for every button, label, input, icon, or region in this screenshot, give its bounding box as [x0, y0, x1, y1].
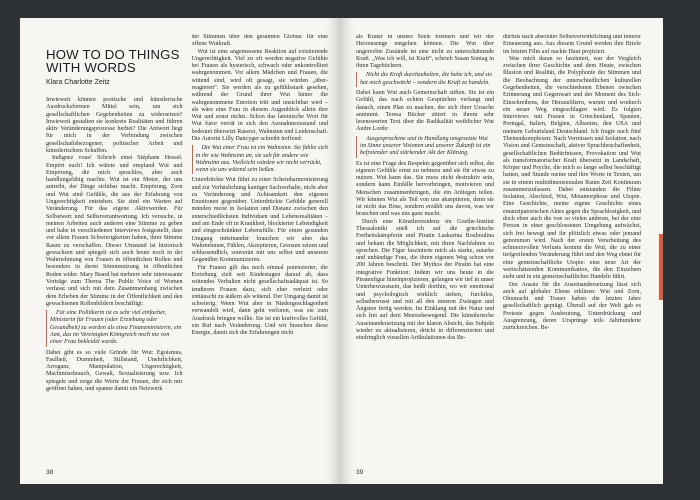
- paragraph: als Krater in unsere Seele brennen und wir der Herzensenge entgehen können. Die Wut über ungerechte Zustände ist eine nicht zu unterschätzende Kraft. „Was ich will, ist Kraft“, schrieb Susan Sontag in ihren Tagebüchern.: [356, 34, 494, 70]
- paragraph: Was mich daran so fasziniert, war der Vergleich zwischen ihrer Geschichte und dem Heute, zwischen Illusion und Realität, die Polyphonie der Stimmen und die Beobachtung der unterschiedlichen kulturellen Gegebenheiten, die verschiedenen Ebenen zwischen Erinnerung und Gegenwart und der Moment des Sich-Einschreibens, der Herausfiltern, warum und wodurch ein neuer Weg eingeschlagen wird. Es folgten Interviews mit Frauen in Griechenland, Spanien, Portugal, Italien, Belgien, Albanien, den USA und meinem Geburtsland Deutschland. Ich fragte nach fünf Themenkomplexen: Nach Vermissen und Isolation, nach Vision und Gemeinschaft, aktiver Sprachbeschaffenheit, gesellschaftlichen Bedürfnissen, Provokation und Wut als transformatorischer Kraft übersetzt in Landschaft, Körper und Psyche, die mich so lange selbst beschäftigt hatten, und Stunde meine und ihre Worte in Texten, um sie in einem multidimensionalen Raum Zeit Kontinuum zusammenzufassen. Dabei entstanden die Filme Isolation, Abschied, Wut, Metamorphose und Utopie. Eine Geschichte, meine eigene Geschichte eines emanzipatorischen Aktes gegen die Sprachlosigkeit, und doch eben auch die von so vielen anderen, bei der eine Person in einer geschlossenen Umgebung aufwächst, sich frei bewegt und ihr plötzlich etwas oder jemand genommen wird. Nach der ersten Verarbeitung des schmerzvollen Verlusts kommt die Wut, die zu einer tiefgreifenden Veränderung führt und den Weg ebnet für eine gemeinschaftliche Utopie: eine neue Art der wertschätzenden Kommunikation, die den Einzelnen sieht und in ein gemeinschaftliches Handeln führt.: [503, 55, 641, 281]
- pull-quote: Die Wut einer Frau ist ein Wahnsinn. Sie fühlte sich in ihr wie Wahnsinn an, sie sah für andere wie Wahnsinn aus. Vielleicht würden wir nicht verrückt, wenn sie uns wütend sein ließen.: [192, 145, 329, 174]
- book-spread: [20, 18, 663, 484]
- paragraph: dürfnis nach absoluter Selbstverwirklichung und innerer Erneuerung aus. Aus diesem Grund werden ihre Briefe im letzten Film auf nackte Haut projiziert.: [503, 34, 641, 55]
- left-column-2: [192, 34, 329, 464]
- paragraph: Indignez vous! Schrieb einst Stéphane Hessel. Empört euch! Ich wütete und empfand Wut und Empörung, die mich sprachlos, aber auch handlungsfähig machte. Wut ist ein Motor, der uns antreibt, der Dinge sichtbar macht. Empörung, Zorn und Wut sind Gefühle, die aus der Erfahrung von Ungerechtigkeit entstehen. Sie sind ein Warten auf Veränderung. Für das eigene Aktivwerden. Für Selbstwert und Selbstverantwortung. Ich versuche, in meinen Arbeiten auch anderen eine Stimme zu geben und habe in verschiedenen Interviews festgestellt, dass vor allem Frauen Schwierigkeiten haben, ihrer Stimme Raum zu verschaffen. Dieser Umstand ist historisch gewachsen und spiegelt sich auch heute noch in der Wahrnehmung von Frauen in öffentlichen Rollen und besonders in deren Stimmnutzung in öffentlichen Reden wider. Mary Beard hat mehrere sehr interessante Vorträge zum Thema The Public Voice of Women verfasst und sich mit dem Zusammenhang zwischen dem Erheben der Stimme in der Öffentlichkeit und den gewachsenen Rollenbildern beschäftigt:: [46, 155, 183, 307]
- paragraph: Es ist eine Frage des Respekts gegenüber sich selbst, die eigenen Gefühle ernst zu nehmen und sie für etwas zu nutzen. Wut kann das. Sie muss nicht destruktiv sein, sondern kann Einfälle hervorbringen, motivieren und Menschen zusammenbringen, die ein Anliegen teilen. Wir können Wut als Teil von uns akzeptieren, denn sie ist nicht das Böse, sondern erzählt uns davon, was wir brauchen und was uns ganz macht.: [356, 160, 494, 218]
- right-page-columns: [356, 34, 641, 464]
- page-number-right: 39: [356, 469, 364, 476]
- paragraph: der Stimmen über den gesamten Globus: für eine offene Wutkraft.: [191, 34, 328, 48]
- pull-quote: Für eine Politikerin ist es sehr viel einfacher, Ministerin für Frauen (oder Erziehung oder Gesundheit) zu werden als etwa Finanzministerin, ein Amt, das im Vereinigten Königreich noch nie von einer Frau bekleidet wurde.: [46, 310, 183, 346]
- article-title: HOW TO DO THINGS WITH WORDS: [46, 47, 180, 75]
- left-page: [20, 18, 340, 484]
- paragraph: Dabei kann Wut auch Gemeinschaft stiften. Sie ist ein Gefühl, das nach echten Gesprächen verlangt und danach, einen Plan zu machen, der sich ihrer Ursache annimmt. Teresa Bücker zitiert in ihrem sehr lesenswerten Text über die Radikalität weiblicher Wut Audre Lorde:: [356, 89, 494, 133]
- right-page: [340, 18, 663, 484]
- article-author: Klara Charlotte Zeitz: [46, 79, 110, 86]
- paragraph: Wut ist eine angemessene Reaktion auf existierende Ungerechtigkeit. Viel zu oft werden negative Gefühle bei Frauen als hysterisch, schwach oder unkontrolliert wahrgenommen. Vor allem Mädchen und Frauen, die wütend sind, wird oft gesagt, sie würden „über-reagieren“. Sie werden als zu gefühlsstark gesehen, während der Grund ihrer Wut hinter die wahrgenommene Emotion tritt und unsichtbar wird – als wäre eine Frau in diesem Augenblick allein ihre Wut und sonst nichts. Schon das lateinische Wort für Wut furor verrät in sich den Ausnahmezustand und bedeutet übersetzt Raserei, Wahnsinn und Leidenschaft. Die Autorin Lilly Dancyger schreibt treffend:: [191, 48, 328, 142]
- pull-quote: Ausgesprochene und in Handlung umgesetzte Wut im Sinne unserer Visionen und unserer Zukunft ist ein befreiender und stärkender Akt der Klärung.: [356, 136, 494, 158]
- right-column-2: [503, 34, 641, 464]
- right-column-1: [356, 34, 494, 464]
- left-column-1: [46, 34, 183, 464]
- paragraph: Durch eine Künstlerresidenz im Goethe-Institut Thessaloniki stieß ich auf die griechische Freiheitskämpferin und Piratin Laskarina Bouboulina und bekam die Möglichkeit, mit ihren Nachfahren zu sprechen. Die Figur faszinierte mich als starke, autarke und unbändige Frau, die ihren eigenen Weg schon vor 200 Jahren beschritt. Der Mythos der Piratin hat eine integrative Funktion: Indem wir uns heute in die Piratenfigur hineinprojizieren, gelangen wir tief in unser Unterbewusstsein, das heißt dorthin, wo wir emotional und psychologisch wirklich stehen, furchtlos, selbstbewusst und mit all den inneren Zwängen und Ängsten fertig werden. Im Einklang mit der Natur und sich frei auf dem Meeresbewegend. Die künstlerische Auseinandersetzung mit der klaren Absicht, das Subjekt wieder zu aktualisieren, drückt in differenzierten und eindringlich visuellen Artikulationen das Be-: [356, 218, 494, 342]
- pull-quote: Nicht die Kraft durchzuhalten, die habe ich, und sie hat mich geschwächt – sondern die Kraft zu handeln.: [356, 72, 494, 87]
- paragraph: Unterdrückte Wut führt zu einer Scheinharmonisierung und zur Verhäslichung kantiger Sachverhalte, nicht aber zu Veränderung und Achtsamkeit den eigenen Emotionen gegenüber. Unterdrückte Gefühle generell münden meist in Isolation und Distanz zwischen den unterschiedlichsten Individuen und Lebensrealitäten – und am Ende oft in Krankheit, blockierter Lebendigkeit und eingeschränkter Lebensfülle. Für einen gesunden Umgang miteinander brauchen wir aber das Wahrnehmen, Fühlen, Akzeptieren, Grenzen setzen und schlussendlich, souverän mit uns selbst und unserem Gegenüber Kommunizieren.: [191, 177, 328, 264]
- left-page-columns: [46, 34, 328, 464]
- paragraph: Der Ansatz für die Auseinandersetzung lässt sich auch auf globaler Ebene erklären: Wut und Zorn, Ohnmacht und Trauer haben die letzten Jahre gesellschaftlich geprägt. Überall auf der Welt gab es Proteste gegen Ausbeutung, Unterdrückung und Ausgrenzung, deren Ursprünge teils Jahrhunderte zurückreichen. Be-: [503, 281, 641, 332]
- paragraph: Inwieweit können poetische und künstlerische Ausdrucksformen Mittel sein, um sich gesellschaftlichen Gegebenheiten zu widersetzen? Inwieweit gestalten sie konkrete Realitäten und führen aktiv Veränderungsprozesse herbei? Die Antwort liegt für mich in der Verbindung zwischen gesellschaftsbezogener, politischer Arbeit und künstlerischem Schaffen.: [46, 97, 183, 154]
- paragraph: Dabei gibt es so viele Gründe für Wut: Egoismus, Faulheit, Dummheit, Stillstand, Unehrlichkeit, Arroganz, Manipulation, Ungerechtigkeit, Machtmissbrauch, Gewalt, Sexualisierung usw. Ich spiegele und zeige die Worte der Frauen, die sich mir geöffnet haben, und spanne damit ein Netzwerk: [46, 349, 183, 392]
- orange-tab-marker: [659, 234, 663, 300]
- page-number-left: 38: [46, 469, 54, 476]
- paragraph: Für Frauen gilt das noch einmal potenzierter, die Erziehung zielt seit Kindestagen darauf ab, dass wütendes Verhalten nicht gesellschaftsadäquat ist. So tendieren Frauen dazu, sich eher verletzt oder enttäuscht zu äußern als wütend. Der Umgang damit ist schwierig. Wenn Wut aber in Niedergeschlagenheit verwandelt wird, dann geht verloren, was sie zum Ausdruck bringen wollte. Sie ist ein kraftvolles Gefühl, ein Ruf nach Veränderung. Und wir brauchen diese Energie, damit sich die Erfahrungen nicht: [191, 264, 328, 337]
